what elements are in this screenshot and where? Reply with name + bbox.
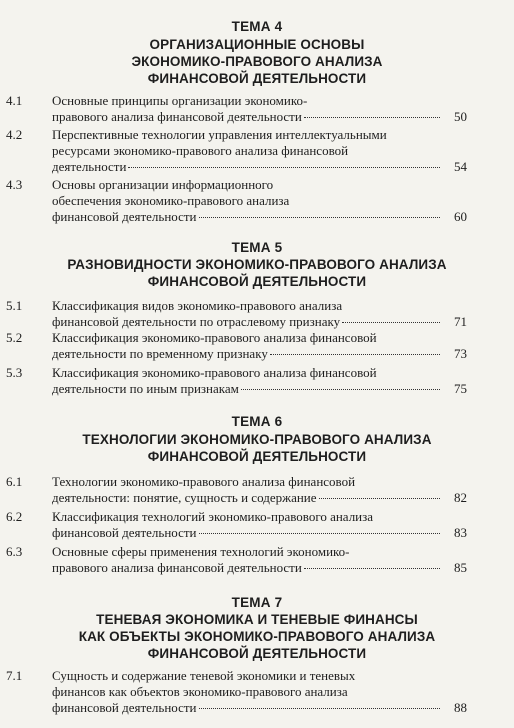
entry-page-number: 88 [454, 700, 467, 715]
entry-line: Перспективные технологии управления интеллектуальными [52, 127, 387, 142]
dot-leader [342, 321, 440, 323]
section-title-line: ТЕХНОЛОГИИ ЭКОНОМИКО-ПРАВОВОГО АНАЛИЗА [82, 432, 432, 447]
section-title-line: ФИНАНСОВОЙ ДЕЯТЕЛЬНОСТИ [147, 449, 367, 464]
entry-line: Основы организации информационного [52, 177, 274, 192]
entry-line: финансовой деятельности [52, 700, 197, 715]
section-title-line: ФИНАНСОВОЙ ДЕЯТЕЛЬНОСТИ [147, 274, 367, 289]
dot-leader [241, 388, 440, 390]
section-label: ТЕМА 4 [231, 19, 283, 34]
dot-leader [199, 707, 440, 709]
section-title-line: ОРГАНИЗАЦИОННЫЕ ОСНОВЫ [149, 37, 365, 52]
entry-line: Классификация экономико-правового анализа финансовой [52, 365, 377, 380]
entry-line: правового анализа финансовой деятельности [52, 560, 302, 575]
entry-title [52, 177, 442, 225]
entry-line: финансовой деятельности по отраслевому признаку [52, 314, 341, 329]
entry-line: Классификация экономико-правового анализа финансовой [52, 330, 377, 345]
entry-number: 7.1 [6, 668, 23, 683]
entry-page-number: 73 [454, 346, 467, 361]
entry-line: деятельности: понятие, сущность и содержание [52, 490, 317, 505]
entry-number: 6.3 [6, 544, 23, 559]
entry-title [52, 474, 442, 506]
section-title-line: ФИНАНСОВОЙ ДЕЯТЕЛЬНОСТИ [147, 71, 367, 86]
entry-page-number: 50 [454, 109, 467, 124]
entry-number: 6.2 [6, 509, 23, 524]
entry-number: 5.1 [6, 298, 23, 313]
entry-line: Технологии экономико-правового анализа финансовой [52, 474, 356, 489]
section-title-line: ЭКОНОМИКО-ПРАВОВОГО АНАЛИЗА [131, 54, 383, 69]
section-title [20, 256, 494, 290]
entry-line: Классификация видов экономико-правового анализа [52, 298, 343, 313]
entry-line: деятельности по временному признаку [52, 346, 268, 361]
section-title [20, 36, 494, 87]
entry-line: Основные сферы применения технологий экономико- [52, 544, 350, 559]
entry-page-number: 83 [454, 525, 467, 540]
entry-page-number: 85 [454, 560, 467, 575]
entry-line: финансов как объектов экономико-правового анализа [52, 684, 348, 699]
dot-leader [128, 166, 440, 168]
entry-title [52, 298, 442, 330]
entry-line: ресурсами экономико-правового анализа финансовой [52, 143, 349, 158]
entry-number: 6.1 [6, 474, 23, 489]
section-title-line: ТЕНЕВАЯ ЭКОНОМИКА И ТЕНЕВЫЕ ФИНАНСЫ [96, 612, 418, 627]
entry-number: 4.2 [6, 127, 23, 142]
dot-leader [199, 216, 440, 218]
entry-line: Сущность и содержание теневой экономики и теневых [52, 668, 356, 683]
entry-title [52, 509, 442, 541]
entry-line: Основные принципы организации экономико- [52, 93, 308, 108]
dot-leader [270, 353, 440, 355]
entry-line: обеспечения экономико-правового анализа [52, 193, 290, 208]
section-title-line: ФИНАНСОВОЙ ДЕЯТЕЛЬНОСТИ [147, 646, 367, 661]
section-label: ТЕМА 6 [231, 414, 283, 429]
entry-line: правового анализа финансовой деятельности [52, 109, 302, 124]
dot-leader [304, 567, 440, 569]
entry-line: финансовой деятельности [52, 209, 197, 224]
entry-page-number: 60 [454, 209, 467, 224]
entry-title [52, 365, 442, 397]
section-title [20, 611, 494, 662]
entry-line: деятельности по иным признакам [52, 381, 239, 396]
entry-page-number: 75 [454, 381, 467, 396]
section-title-line: КАК ОБЪЕКТЫ ЭКОНОМИКО-ПРАВОВОГО АНАЛИЗА [78, 629, 436, 644]
entry-number: 5.2 [6, 330, 23, 345]
entry-title [52, 544, 442, 576]
entry-title [52, 127, 452, 175]
entry-number: 4.1 [6, 93, 23, 108]
entry-page-number: 71 [454, 314, 467, 329]
entry-title [52, 93, 442, 125]
entry-line: деятельности [52, 159, 127, 174]
entry-number: 5.3 [6, 365, 23, 380]
entry-page-number: 54 [454, 159, 467, 174]
entry-number: 4.3 [6, 177, 23, 192]
section-title [20, 431, 494, 465]
dot-leader [319, 497, 440, 499]
section-label: ТЕМА 7 [231, 595, 283, 610]
dot-leader [304, 116, 440, 118]
entry-title [52, 668, 442, 716]
entry-line: Классификация технологий экономико-правового анализа [52, 509, 374, 524]
entry-line: финансовой деятельности [52, 525, 197, 540]
section-title-line: РАЗНОВИДНОСТИ ЭКОНОМИКО-ПРАВОВОГО АНАЛИЗА [67, 257, 447, 272]
entry-title [52, 330, 442, 362]
dot-leader [199, 532, 440, 534]
entry-page-number: 82 [454, 490, 467, 505]
section-label: ТЕМА 5 [231, 240, 283, 255]
